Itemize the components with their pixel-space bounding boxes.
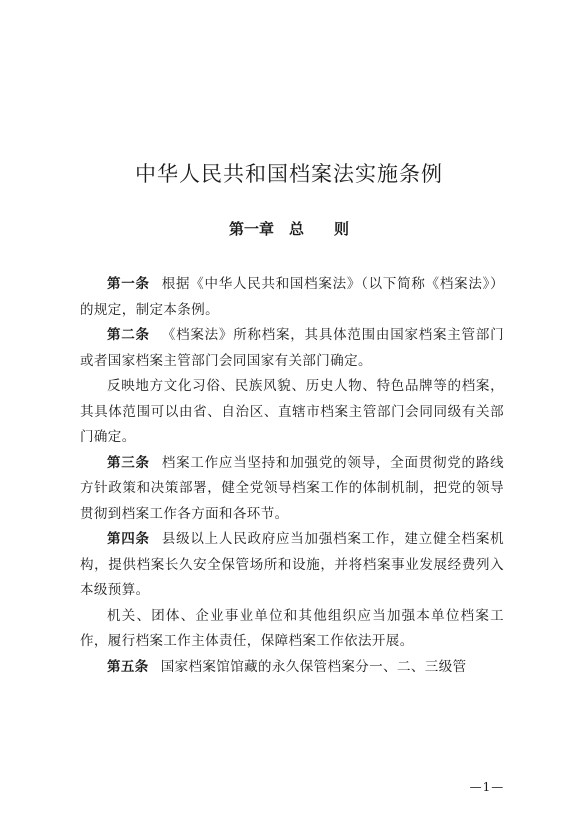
paragraph-article-4	[80, 527, 504, 604]
document-title: 中华人民共和国档案法实施条例	[135, 162, 443, 186]
article-label: 第四条	[107, 531, 150, 547]
paragraph-text: 县级以上人民政府应当加强档案工作，建立健全档案机构，提供档案长久安全保管场所和设施，并将档案事业发展经费列入本级预算。	[80, 531, 504, 598]
paragraph-text: 《档案法》所称档案，其具体范围由国家档案主管部门或者国家档案主管部门会同国家有关部门确定。	[80, 327, 504, 369]
paragraph-article-5	[80, 655, 504, 681]
paragraph-article-2-cont	[80, 374, 504, 451]
page-number: —1—	[469, 780, 505, 794]
chapter-title: 第一章 总 则	[228, 220, 349, 238]
paragraph-text: 反映地方文化习俗、民族风貌、历史人物、特色品牌等的档案，其具体范围可以由省、自治区、直辖市档案主管部门会同同级有关部门确定。	[80, 378, 504, 445]
paragraph-article-4-cont	[80, 604, 504, 655]
document-body	[80, 272, 504, 680]
paragraph-text: 根据《中华人民共和国档案法》（以下简称《档案法》）的规定，制定本条例。	[80, 276, 504, 318]
paragraph-article-2	[80, 323, 504, 374]
paragraph-text: 档案工作应当坚持和加强党的领导，全面贯彻党的路线方针政策和决策部署，健全党领导档案工作的体制机制，把党的领导贯彻到档案工作各方面和各环节。	[80, 454, 504, 522]
paragraph-text: 国家档案馆馆藏的永久保管档案分一、二、三级管	[160, 658, 467, 675]
paragraph-article-1	[80, 272, 504, 323]
article-label: 第五条	[107, 658, 149, 675]
paragraph-article-3	[80, 451, 504, 528]
article-label: 第一条	[107, 276, 150, 292]
article-label: 第三条	[107, 454, 150, 471]
paragraph-text: 机关、团体、企业事业单位和其他组织应当加强本单位档案工作，履行档案工作主体责任，保障档案工作依法开展。	[80, 607, 504, 649]
article-label: 第二条	[107, 327, 150, 343]
